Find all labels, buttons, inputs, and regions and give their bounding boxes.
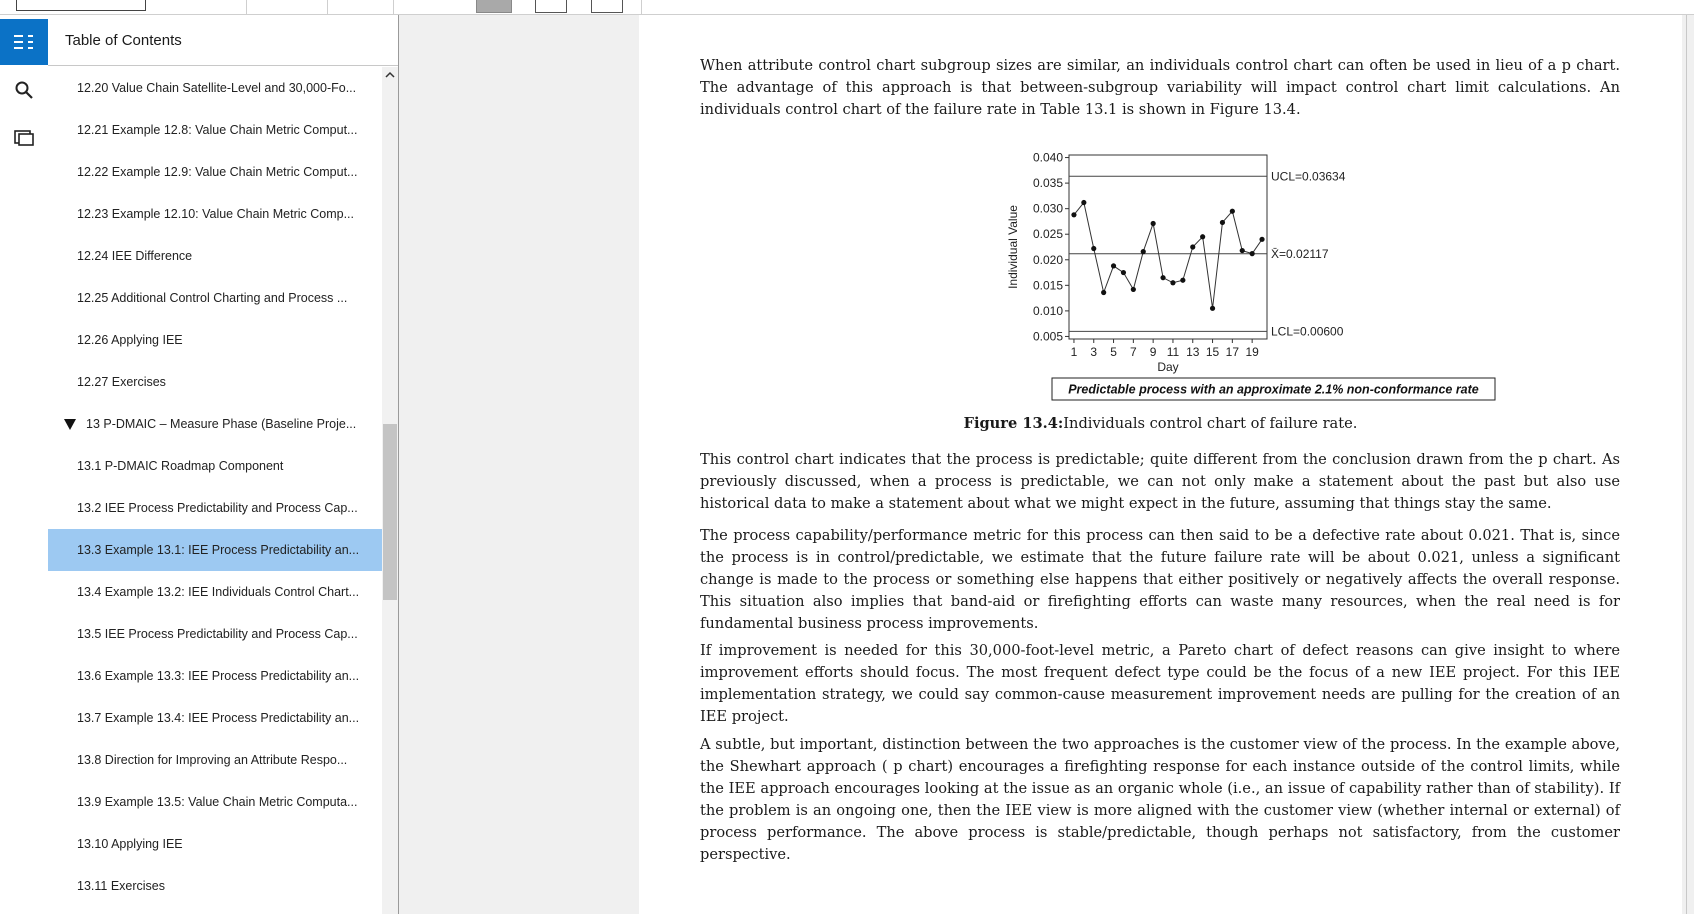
data-point [1111,263,1116,268]
control-chart [639,135,1682,425]
figure-label: Figure 13.4: [963,415,1064,432]
data-point [1081,200,1086,205]
toc-item-label: 12.27 Exercises [77,375,166,389]
x-axis-label: Day [1157,360,1179,374]
toc-item[interactable] [48,613,382,655]
toc-item[interactable] [48,193,382,235]
y-tick-label: 0.005 [1032,329,1063,344]
toc-item[interactable] [48,487,382,529]
document-viewer[interactable] [399,15,1694,914]
toolbar-separator [641,0,642,14]
y-axis-label: Individual Value [1006,205,1020,289]
toc-item-label: 13.6 Example 13.3: IEE Process Predictability an... [77,669,360,683]
data-point [1121,270,1126,275]
x-tick-label: 11 [1166,345,1180,359]
toc-item-label: 12.21 Example 12.8: Value Chain Metric Comput... [77,123,358,137]
toc-item-label: 12.25 Additional Control Charting and Process ... [77,291,348,305]
scroll-up-button[interactable] [382,67,398,81]
scroll-thumb[interactable] [383,424,397,600]
y-tick-label: 0.020 [1032,252,1063,267]
search-button[interactable] [0,67,48,113]
data-point [1220,220,1225,225]
figure-caption-text: Individuals control chart of failure rate. [1063,415,1358,432]
x-tick-label: 9 [1149,345,1157,359]
toc-item-selected[interactable] [48,529,382,571]
toc-item-label: 12.22 Example 12.9: Value Chain Metric Comput... [77,165,358,179]
lcl-label: LCL=0.00600 [1271,324,1344,339]
grid-page-icon[interactable] [591,0,623,13]
x-tick-label: 13 [1186,345,1200,359]
data-point [1190,244,1195,249]
top-toolbar [0,0,1694,15]
toc-item-label: 12.26 Applying IEE [77,333,183,347]
left-rail [0,15,49,914]
y-tick-label: 0.015 [1032,278,1063,293]
x-tick-label: 1 [1070,345,1078,359]
data-point [1240,248,1245,253]
data-point [1180,278,1185,283]
x-tick-label: 7 [1130,345,1137,359]
data-point [1141,249,1146,254]
figure-caption [639,415,1682,432]
ucl-label: UCL=0.03634 [1271,169,1346,184]
annotation-text: Predictable process with an approximate 2.1% non-conformance rate [1068,382,1479,397]
x-tick-label: 5 [1110,345,1117,359]
pages-button[interactable] [0,115,48,161]
toc-item[interactable] [48,739,382,781]
data-point [1131,287,1136,292]
data-point [1230,209,1235,214]
toc-item-label: 13.10 Applying IEE [77,837,183,851]
center-label: X̄=0.02117 [1271,246,1329,261]
toc-item-label: 13.8 Direction for Improving an Attribute Respo... [77,753,348,767]
toc-list [48,67,382,914]
toc-item[interactable] [48,697,382,739]
toc-item-label: 13.7 Example 13.4: IEE Process Predictability an... [77,711,360,725]
chevron-up-icon [385,71,395,78]
toolbar-separator [246,0,247,14]
single-page-icon[interactable] [476,0,512,13]
toc-item[interactable] [48,361,382,403]
toc-item[interactable] [48,235,382,277]
y-tick-label: 0.030 [1032,201,1063,216]
data-point [1101,290,1106,295]
toc-item[interactable] [48,277,382,319]
toc-item-label: 13.5 IEE Process Predictability and Process Cap... [77,627,358,641]
pages-icon [14,129,34,147]
toc-icon [13,33,35,51]
toc-item[interactable] [48,823,382,865]
toc-item-label: 13 P-DMAIC – Measure Phase (Baseline Proje... [86,417,357,431]
toc-item-label: 13.4 Example 13.2: IEE Individuals Control Chart... [77,585,360,599]
toc-item[interactable] [48,655,382,697]
two-page-icon[interactable] [535,0,567,13]
y-tick-label: 0.035 [1032,176,1063,191]
toolbar-separator [393,0,394,14]
data-point [1071,212,1076,217]
data-point [1210,306,1215,311]
toc-item[interactable] [48,151,382,193]
toc-item[interactable] [48,571,382,613]
toc-panel [48,15,398,914]
data-point [1200,234,1205,239]
y-tick-label: 0.040 [1032,150,1063,165]
data-point [1091,246,1096,251]
toc-item-label: 12.20 Value Chain Satellite-Level and 30,000-Fo... [77,81,357,95]
toc-item-label: 13.3 Example 13.1: IEE Process Predictability an... [77,543,360,557]
toc-item[interactable] [48,67,382,109]
data-point [1250,251,1255,256]
y-tick-label: 0.010 [1032,303,1063,318]
toc-title: Table of Contents [48,15,398,66]
data-point [1151,221,1156,226]
document-page [639,15,1682,914]
toc-item-label: 12.24 IEE Difference [77,249,193,263]
page-edge [1686,15,1687,914]
plot-frame [1069,155,1267,339]
paragraph: This control chart indicates that the process is predictable; quite different from the conclusion drawn from the p chart. As previously discussed, when a process is predictable, we can not only make a statement about the past but also use historical data to make a statement about what we might expect in the future, assuming that things stay the same. [700,451,1620,512]
toc-item[interactable] [48,109,382,151]
dropdown-box[interactable] [16,0,146,11]
toc-item[interactable] [48,781,382,823]
toc-scrollbar[interactable] [382,67,398,914]
toc-item-label: 12.23 Example 12.10: Value Chain Metric Comp... [77,207,354,221]
paragraph: When attribute control chart subgroup sizes are similar, an individuals control chart can often be used in lieu of a p chart. The advantage of this approach is that between-subgroup variability will impact control chart limit calculations. An individuals control chart of the failure rate in Table 13.1 is shown in Figure 13.4. [700,57,1620,118]
toc-button[interactable] [0,19,48,65]
data-point [1170,280,1175,285]
collapse-triangle-icon[interactable] [64,419,76,430]
data-point [1160,275,1165,280]
data-point [1259,237,1264,242]
search-icon [14,80,34,100]
toc-item[interactable] [48,865,382,907]
paragraph: If improvement is needed for this 30,000-foot-level metric, a Pareto chart of defect reasons can give insight to where improvement efforts should focus. The most frequent defect type could be the focus of a new IEE project. For this IEE implementation strategy, we could say common-cause measurement improvement needs are pulling for the creation of an IEE project. [700,642,1620,725]
x-tick-label: 17 [1225,345,1240,359]
toc-item[interactable] [48,445,382,487]
x-tick-label: 15 [1205,345,1220,359]
toc-item-label: 13.11 Exercises [77,879,166,893]
paragraph: A subtle, but important, distinction between the two approaches is the customer view of the process. In the example above, the Shewhart approach ( p chart) encourages a firefighting response for each instance outside of the control limits, while the IEE approach encourages looking at the issue as an organic whole (i.e., an issue of capability rather than of stability). If the problem is an ongoing one, then the IEE view is more aligned with the customer view (whether internal or external) of process performance. The above process is stable/predictable, though perhaps not satisfactory, from the customer perspective. [700,736,1620,863]
toc-chapter-item[interactable] [48,403,382,445]
toc-item-label: 13.2 IEE Process Predictability and Process Cap... [77,501,358,515]
y-tick-label: 0.025 [1032,227,1063,242]
toc-item[interactable] [48,319,382,361]
toolbar-separator [327,0,328,14]
paragraph: The process capability/performance metric for this process can then said to be a defective rate about 0.021. That is, since the process is in control/predictable, we estimate that the future failure rate will be about 0.021, unless a significant change is made to the process or something else happens that either positively or negatively affects the overall response. This situation also implies that band-aid or firefighting efforts can waste many resources, when the real need is for fundamental business process improvements. [700,527,1620,632]
toc-item-label: 13.9 Example 13.5: Value Chain Metric Computa... [77,795,358,809]
toc-item-label: 13.1 P-DMAIC Roadmap Component [77,459,284,473]
x-tick-label: 19 [1245,345,1259,359]
x-tick-label: 3 [1090,345,1098,359]
